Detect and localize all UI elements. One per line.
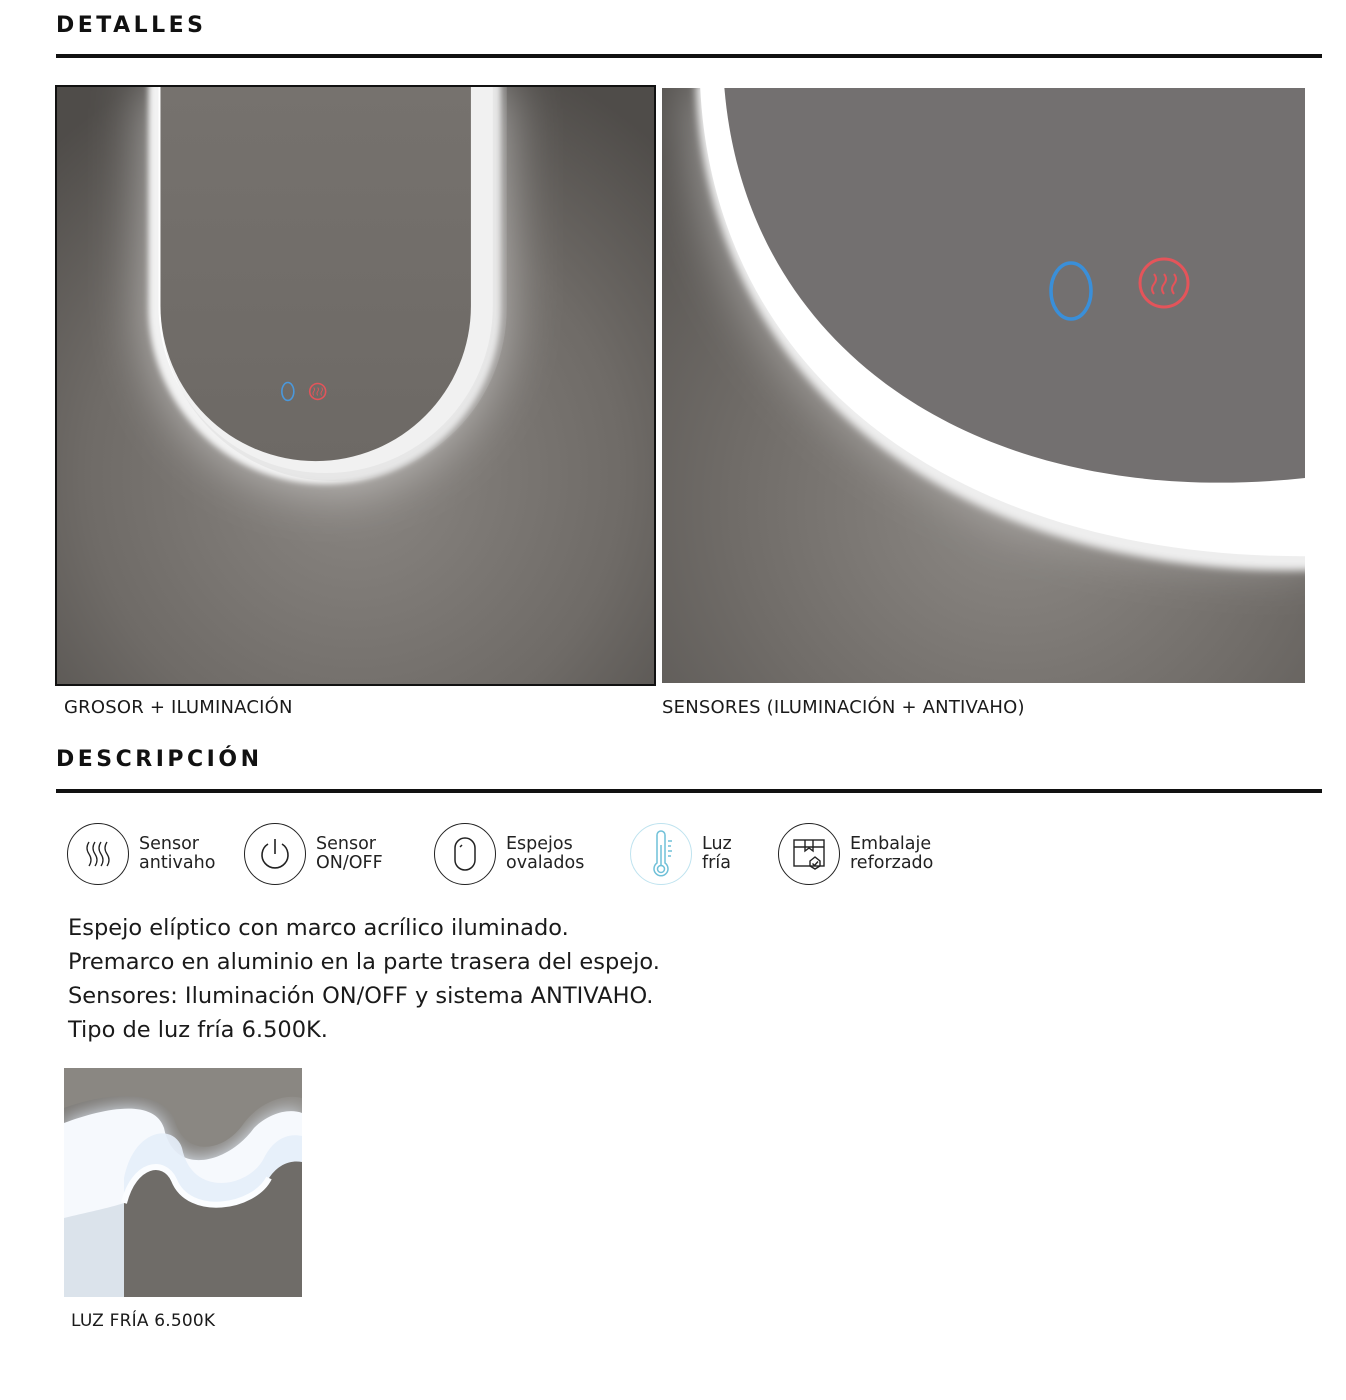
- feature-line2: reforzado: [850, 853, 934, 873]
- descripcion-heading: DESCRIPCIÓN: [56, 747, 263, 772]
- caption-sensores: SENSORES (ILUMINACIÓN + ANTIVAHO): [662, 697, 1025, 718]
- description-line: Sensores: Iluminación ON/OFF y sistema ANTIVAHO.: [68, 983, 654, 1009]
- oval-mirror-icon: [434, 823, 496, 885]
- caption-grosor: GROSOR + ILUMINACIÓN: [64, 697, 293, 718]
- feature-sensor-antivaho: [67, 822, 215, 886]
- feature-sensor-onoff: [244, 822, 383, 886]
- description-line: Premarco en aluminio en la parte trasera del espejo.: [68, 949, 660, 975]
- description-line: Tipo de luz fría 6.500K.: [68, 1017, 328, 1043]
- feature-luz-fria: [630, 822, 732, 886]
- feature-line1: Sensor: [316, 834, 376, 854]
- package-icon: [778, 823, 840, 885]
- feature-line1: Espejos: [506, 834, 573, 854]
- feature-line2: antivaho: [139, 853, 216, 873]
- feature-line2: ON/OFF: [316, 853, 383, 873]
- feature-line1: Embalaje: [850, 834, 932, 854]
- detalles-divider: [56, 54, 1322, 58]
- photo-sensores: [662, 88, 1305, 683]
- description-line: Espejo elíptico con marco acrílico iluminado.: [68, 915, 569, 941]
- steam-icon: [67, 823, 129, 885]
- feature-embalaje-reforzado: [778, 822, 933, 886]
- power-icon: [244, 823, 306, 885]
- photo-luz-fria: [64, 1068, 302, 1297]
- caption-luz-fria: LUZ FRÍA 6.500K: [71, 1311, 216, 1331]
- descripcion-divider: [56, 789, 1322, 793]
- detalles-heading: DETALLES: [56, 13, 207, 38]
- photo-grosor-iluminacion: [55, 85, 656, 686]
- thermometer-icon: [630, 823, 692, 885]
- description-text: [68, 911, 660, 1047]
- feature-espejos-ovalados: [434, 822, 584, 886]
- feature-line1: Sensor: [139, 834, 199, 854]
- feature-line2: ovalados: [506, 853, 585, 873]
- feature-line2: fría: [702, 853, 731, 873]
- feature-line1: Luz: [702, 834, 732, 854]
